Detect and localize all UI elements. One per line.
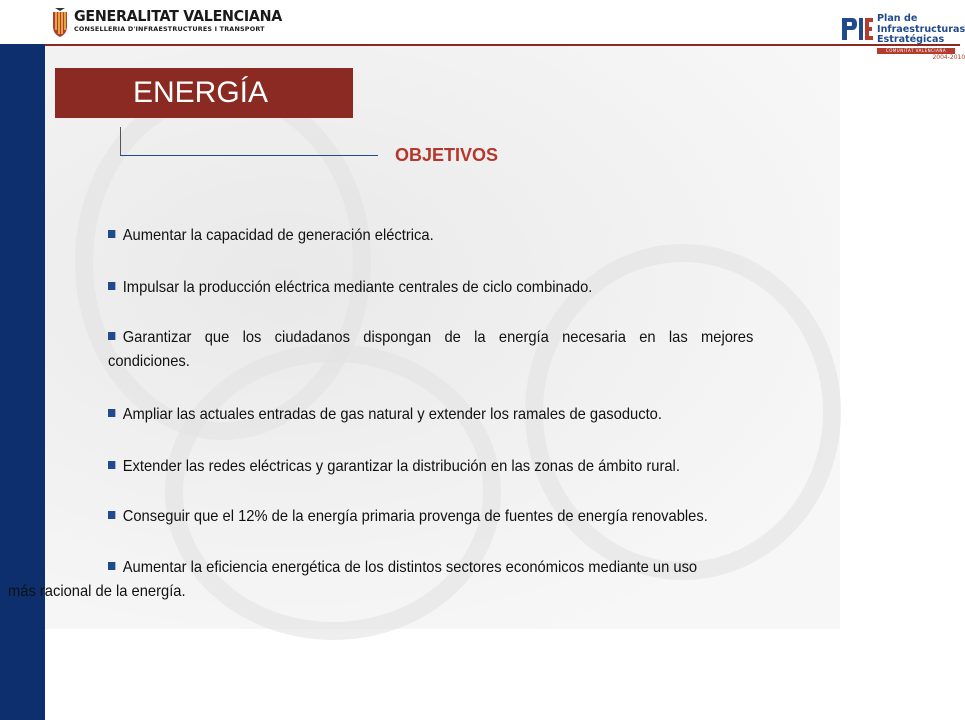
objective-text: Impulsar la producción eléctrica mediante centrales de ciclo combinado. xyxy=(122,279,593,296)
title-box xyxy=(55,68,353,118)
plan-line-2: Infraestructuras xyxy=(877,23,965,35)
objective-item xyxy=(108,505,708,529)
objective-text: Extender las redes eléctricas y garantizar la distribución en las zonas de ámbito rural. xyxy=(122,458,680,475)
plan-band: COMUNITAT VALENCIANA xyxy=(877,48,955,54)
pie-logo xyxy=(840,14,965,62)
org-department: CONSELLERIA D'INFRAESTRUCTURES I TRANSPORT xyxy=(74,25,265,33)
bullet-square-icon xyxy=(108,332,115,340)
left-accent-bar xyxy=(0,44,45,720)
slide-title: ENERGÍA xyxy=(133,76,269,109)
objective-text: Aumentar la capacidad de generación eléctrica. xyxy=(122,227,434,244)
org-name: GENERALITAT VALENCIANA xyxy=(74,7,283,25)
bullet-square-icon xyxy=(108,282,115,290)
pie-mark-icon xyxy=(840,14,874,44)
objective-item xyxy=(108,224,434,248)
objective-item xyxy=(108,403,662,427)
bullet-square-icon xyxy=(108,461,115,469)
bullet-square-icon xyxy=(108,230,115,238)
objective-item-continuation xyxy=(108,350,190,374)
connector-horizontal xyxy=(120,155,378,156)
objective-text: Conseguir que el 12% de la energía primaria provenga de fuentes de energía renovables. xyxy=(122,508,708,525)
objective-text: Ampliar las actuales entradas de gas natural y extender los ramales de gasoducto. xyxy=(122,406,662,423)
bullet-square-icon xyxy=(108,511,115,519)
objective-item xyxy=(108,326,753,350)
objective-text: más racional de la energía. xyxy=(8,583,186,600)
bullet-square-icon xyxy=(108,562,115,570)
connector-vertical xyxy=(120,127,121,155)
objective-text: Aumentar la eficiencia energética de los distintos sectores económicos mediante un uso xyxy=(122,559,698,576)
slide-subtitle: OBJETIVOS xyxy=(395,145,499,165)
plan-line-3: Estratégicas xyxy=(877,34,945,45)
objective-item xyxy=(108,276,592,300)
objective-item-continuation xyxy=(8,580,186,604)
bullet-square-icon xyxy=(108,409,115,417)
objective-item xyxy=(108,455,680,479)
objective-text: condiciones. xyxy=(108,353,190,370)
header-rule xyxy=(45,44,835,46)
plan-line-1: Plan de xyxy=(877,13,918,24)
generalitat-logo xyxy=(52,8,293,42)
objective-text: Garantizar que los ciudadanos dispongan de la energía necesaria en las mejores xyxy=(122,329,754,346)
coat-of-arms-icon xyxy=(52,8,68,38)
plan-years: 2004-2010 xyxy=(932,53,965,61)
objective-item xyxy=(108,556,697,580)
